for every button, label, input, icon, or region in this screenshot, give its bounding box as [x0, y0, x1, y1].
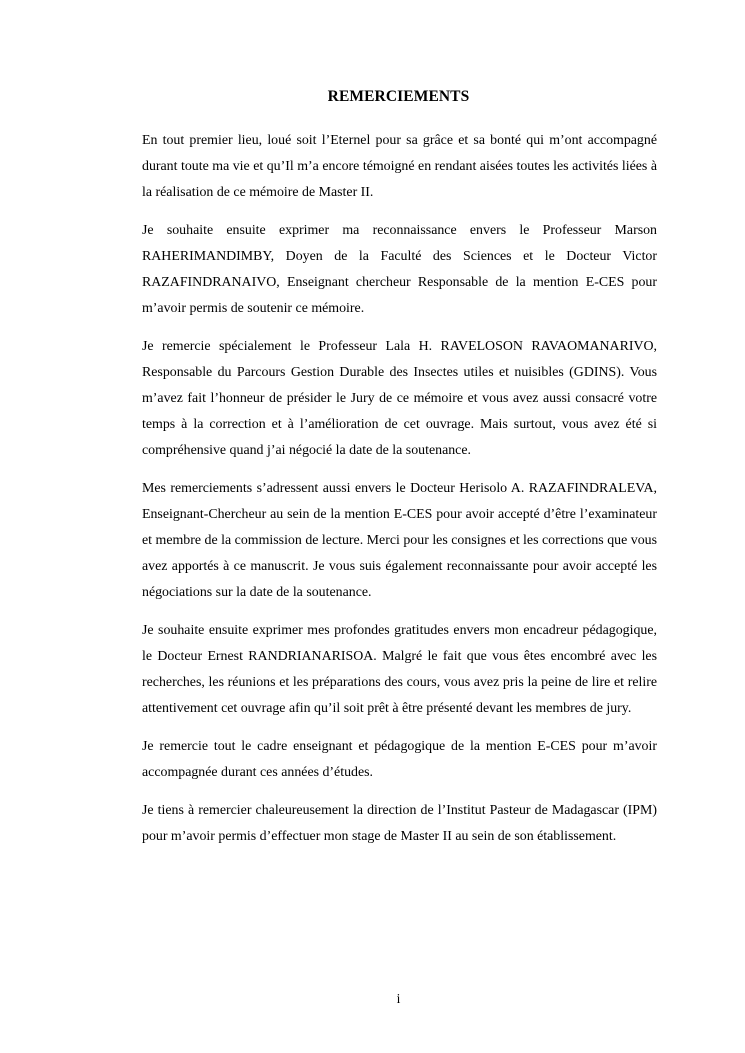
- paragraph-1: En tout premier lieu, loué soit l’Eternel pour sa grâce et sa bonté qui m’ont accompagné durant toute ma vie et qu’Il m’a encore témoigné en rendant aisées toutes les activités liées à la réalisation de ce mémoire de Master II.: [142, 133, 657, 200]
- page-title: REMERCIEMENTS: [327, 88, 470, 105]
- paragraph-5: Je souhaite ensuite exprimer mes profondes gratitudes envers mon encadreur pédagogique, le Docteur Ernest RANDRIANARISOA. Malgré le fait que vous êtes encombré avec les recherches, les réunions et les préparations des cours, vous avez pris la peine de lire et relire attentivement cet ouvrage afin qu’il soit prêt à être présenté devant les membres de jury.: [142, 623, 657, 716]
- paragraph-4: Mes remerciements s’adressent aussi envers le Docteur Herisolo A. RAZAFINDRALEVA, Enseignant-Chercheur au sein de la mention E-CES pour avoir accepté d’être l’examinateur et membre de la commission de lecture. Merci pour les consignes et les corrections que vous avez apportés à ce manuscrit. Je vous suis également reconnaissante pour avoir accepté les négociations sur la date de la soutenance.: [142, 481, 657, 600]
- page-number: i: [396, 991, 401, 1006]
- paragraph-2: Je souhaite ensuite exprimer ma reconnaissance envers le Professeur Marson RAHERIMANDIMBY, Doyen de la Faculté des Sciences et le Docteur Victor RAZAFINDRANAIVO, Enseignant chercheur Responsable de la mention E-CES pour m’avoir permis de soutenir ce mémoire.: [142, 223, 657, 316]
- paragraph-3: Je remercie spécialement le Professeur Lala H. RAVELOSON RAVAOMANARIVO, Responsable du Parcours Gestion Durable des Insectes utiles et nuisibles (GDINS). Vous m’avez fait l’honneur de présider le Jury de ce mémoire et vous avez aussi consacré votre temps à la correction et à l’amélioration de cet ouvrage. Mais surtout, vous avez été si compréhensive quand j’ai négocié la date de la soutenance.: [142, 339, 657, 458]
- acknowledgements-body: [142, 128, 657, 850]
- paragraph-6: Je remercie tout le cadre enseignant et pédagogique de la mention E-CES pour m’avoir accompagnée durant ces années d’études.: [142, 739, 657, 780]
- paragraph-7: Je tiens à remercier chaleureusement la direction de l’Institut Pasteur de Madagascar (IPM) pour m’avoir permis d’effectuer mon stage de Master II au sein de son établissement.: [142, 803, 657, 844]
